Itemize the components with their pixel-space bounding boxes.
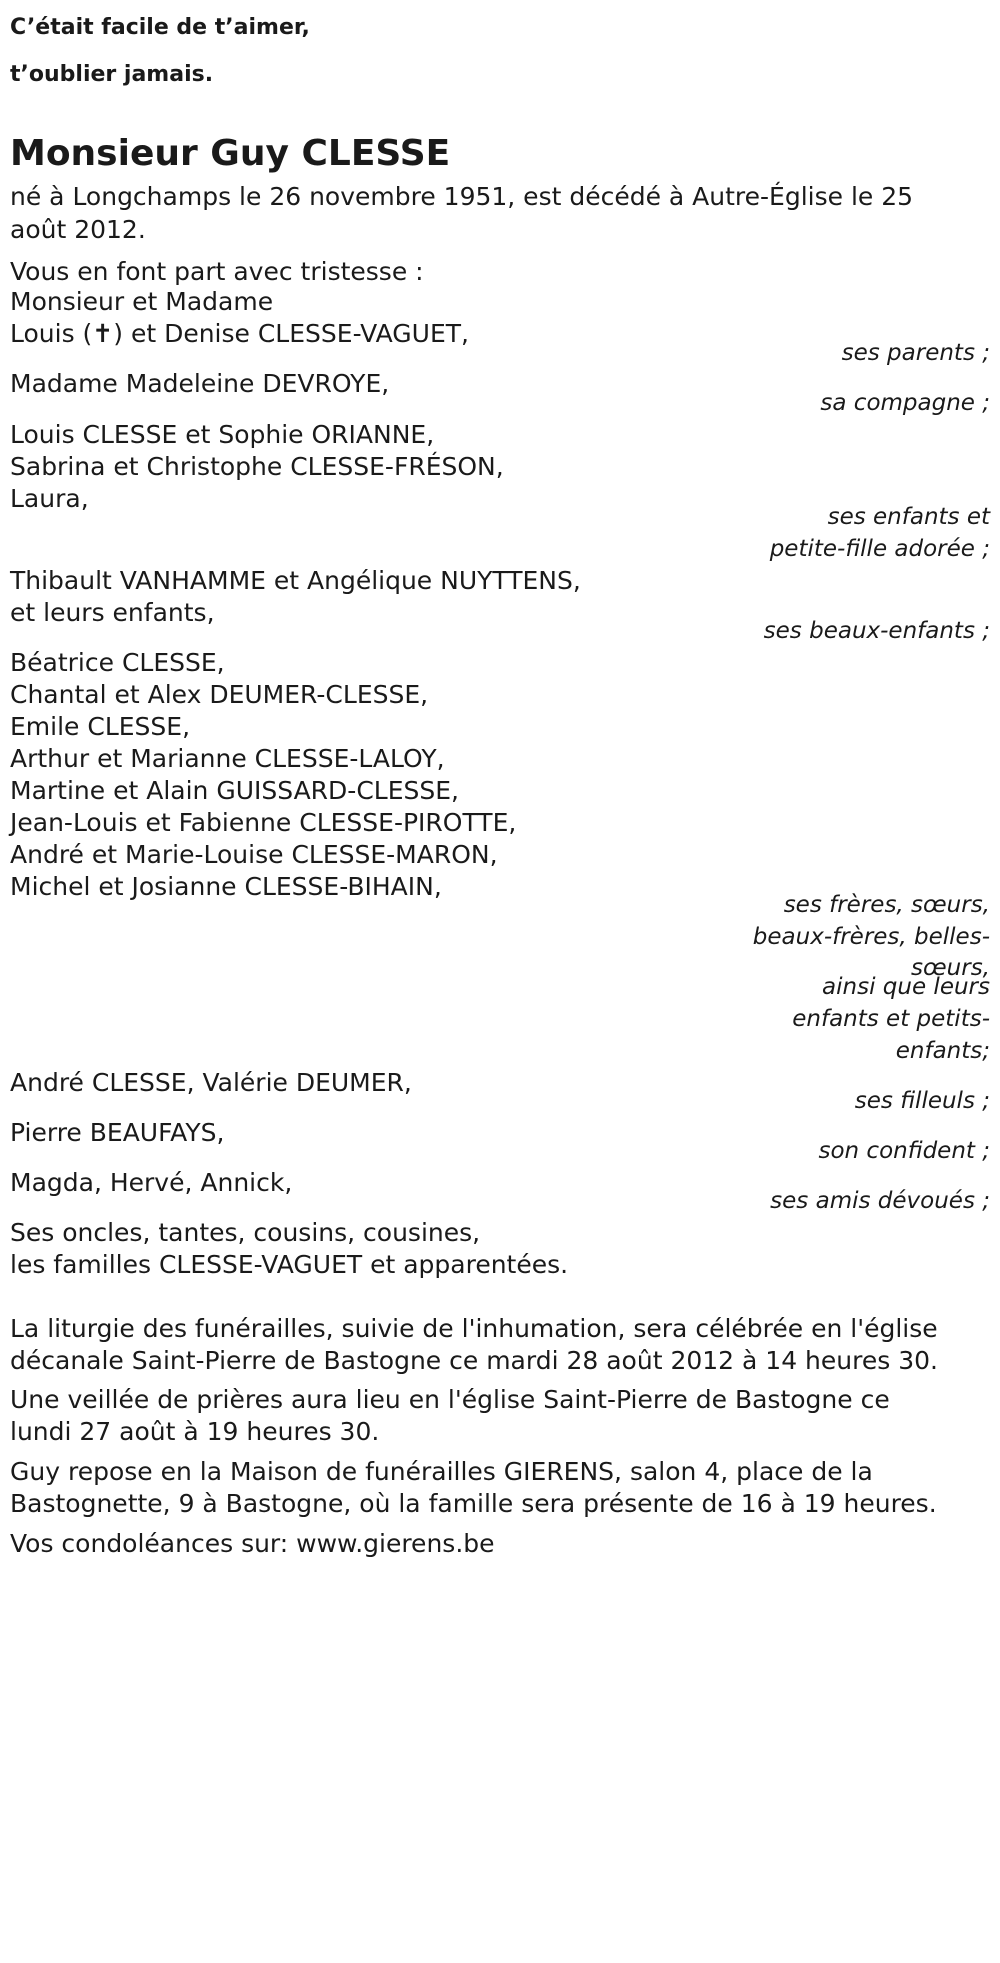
godchildren-names: André CLESSE, Valérie DEUMER, xyxy=(10,1068,412,1097)
friends-relation: ses amis dévoués ; xyxy=(770,1188,990,1214)
siblings-relation-line-4: ainsi que leurs xyxy=(822,974,990,1000)
parents-line-1: Monsieur et Madame xyxy=(10,287,274,316)
condolences-line: Vos condoléances sur: www.gierens.be xyxy=(10,1529,495,1558)
child-3: Laura, xyxy=(10,484,89,513)
siblings-relation-line-2: beaux-frères, belles- xyxy=(752,924,990,950)
deceased-name: Monsieur Guy CLESSE xyxy=(10,133,451,174)
companion-name: Madame Madeleine DEVROYE, xyxy=(10,369,390,398)
vigil-line-2: lundi 27 août à 19 heures 30. xyxy=(10,1417,380,1446)
sibling-5: Martine et Alain GUISSARD-CLESSE, xyxy=(10,776,459,805)
sibling-1: Béatrice CLESSE, xyxy=(10,648,225,677)
siblings-relation-line-6: enfants; xyxy=(895,1038,990,1064)
siblings-relation-line-1: ses frères, sœurs, xyxy=(783,892,990,918)
step-children-line-2: et leurs enfants, xyxy=(10,598,215,627)
sibling-6: Jean-Louis et Fabienne CLESSE-PIROTTE, xyxy=(10,808,517,837)
sibling-8: Michel et Josianne CLESSE-BIHAIN, xyxy=(10,872,442,901)
step-children-relation: ses beaux-enfants ; xyxy=(763,618,990,644)
sibling-2: Chantal et Alex DEUMER-CLESSE, xyxy=(10,680,429,709)
sibling-4: Arthur et Marianne CLESSE-LALOY, xyxy=(10,744,445,773)
birth-death-line-2: août 2012. xyxy=(10,215,146,244)
funeral-line-2: décanale Saint-Pierre de Bastogne ce mardi 28 août 2012 à 14 heures 30. xyxy=(10,1346,938,1375)
companion-relation: sa compagne ; xyxy=(820,390,990,416)
godchildren-relation: ses filleuls ; xyxy=(854,1088,990,1114)
extended-family-line-2: les familles CLESSE-VAGUET et apparentées. xyxy=(10,1250,569,1279)
vigil-line-1: Une veillée de prières aura lieu en l'église Saint-Pierre de Bastogne ce xyxy=(10,1385,890,1414)
birth-death-line-1: né à Longchamps le 26 novembre 1951, est décédé à Autre-Église le 25 xyxy=(10,182,914,211)
step-children-line-1: Thibault VANHAMME et Angélique NUYTTENS, xyxy=(10,566,581,595)
parents-line-2: Louis (✝) et Denise CLESSE-VAGUET, xyxy=(10,319,469,348)
siblings-relation-line-5: enfants et petits- xyxy=(792,1006,990,1032)
extended-family-line-1: Ses oncles, tantes, cousins, cousines, xyxy=(10,1218,481,1247)
confidant-relation: son confident ; xyxy=(818,1138,990,1164)
rest-place-line-2: Bastognette, 9 à Bastogne, où la famille sera présente de 16 à 19 heures. xyxy=(10,1489,937,1518)
children-relation-line-2: petite-fille adorée ; xyxy=(769,536,990,562)
motto-line-1: C’était facile de t’aimer, xyxy=(10,15,310,40)
children-relation-line-1: ses enfants et xyxy=(827,504,990,530)
siblings-relation-line-3: sœurs, xyxy=(911,955,990,981)
child-2: Sabrina et Christophe CLESSE-FRÉSON, xyxy=(10,452,504,481)
announce-intro: Vous en font part avec tristesse : xyxy=(10,257,424,286)
child-1: Louis CLESSE et Sophie ORIANNE, xyxy=(10,420,435,449)
confidant-name: Pierre BEAUFAYS, xyxy=(10,1118,225,1147)
sibling-7: André et Marie-Louise CLESSE-MARON, xyxy=(10,840,498,869)
friends-names: Magda, Hervé, Annick, xyxy=(10,1168,293,1197)
sibling-3: Emile CLESSE, xyxy=(10,712,191,741)
rest-place-line-1: Guy repose en la Maison de funérailles GIERENS, salon 4, place de la xyxy=(10,1457,873,1486)
parents-relation: ses parents ; xyxy=(841,340,990,366)
funeral-line-1: La liturgie des funérailles, suivie de l'inhumation, sera célébrée en l'église xyxy=(10,1314,938,1343)
motto-line-2: t’oublier jamais. xyxy=(10,62,214,87)
